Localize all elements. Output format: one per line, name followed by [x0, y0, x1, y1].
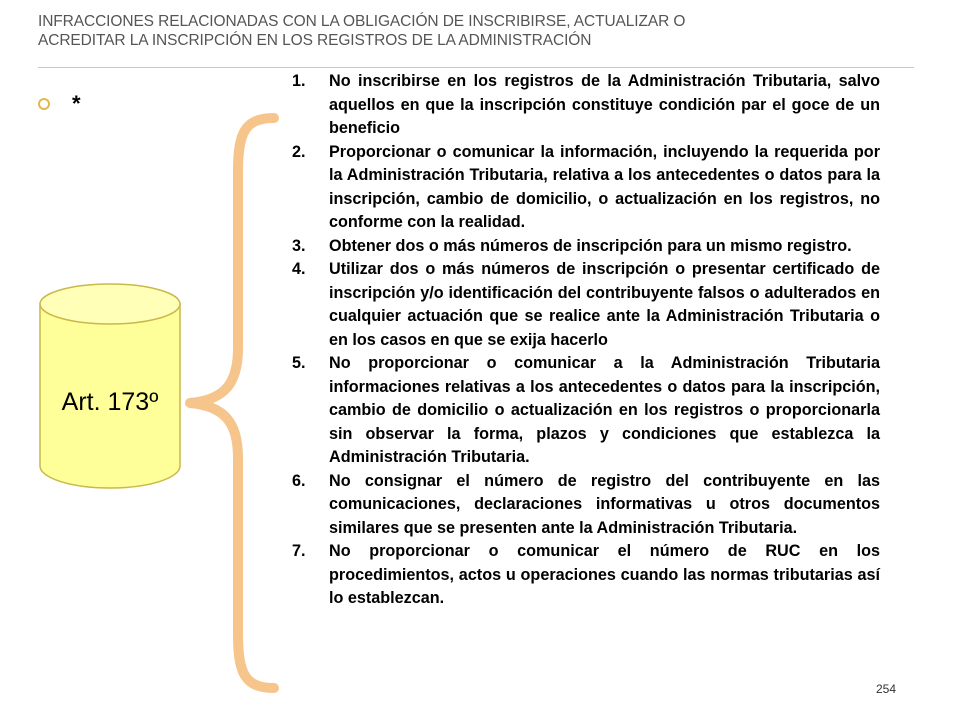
list-item-text: Obtener dos o más números de inscripción para un mismo registro.: [329, 236, 852, 255]
ring-bullet-icon: [38, 98, 50, 110]
article-cylinder: [37, 282, 183, 492]
list-item: [292, 258, 880, 352]
list-item-number: 2.: [292, 142, 306, 161]
list-item-number: 5.: [292, 354, 306, 372]
slide-title-line-1: INFRACCIONES RELACIONADAS CON LA OBLIGACIÓN DE INSCRIBIRSE, ACTUALIZAR O: [38, 13, 686, 30]
list-item: [292, 70, 880, 141]
list-item: [292, 540, 880, 611]
list-item-number: 4.: [292, 260, 306, 278]
title-divider: [38, 67, 914, 68]
page-number: 254: [876, 682, 897, 696]
list-item-number: 6.: [292, 471, 306, 490]
list-item-number: 3.: [292, 236, 306, 255]
list-item: [292, 470, 880, 541]
list-item: [292, 235, 880, 259]
list-item-number: 7.: [292, 542, 306, 560]
list-item-text: No consignar el número de registro del contribuyente en las comunicaciones, declaraciones informativas u otros documentos similares que se presenten ante la Administración Tributaria.: [329, 471, 880, 537]
bullet-text: *: [72, 91, 81, 116]
bullet-point: [38, 92, 81, 116]
list-item-text: No proporcionar o comunicar a la Administración Tributaria informaciones relativas a los antecedentes o datos para la inscripción, cambio de domicilio o actualización en los registros o proporcionarla sin observar la forma, plazos y condiciones que establezca la Administración Tributaria.: [329, 354, 880, 466]
cylinder-top: [40, 284, 180, 324]
list-item-text: Proporcionar o comunicar la información, incluyendo la requerida por la Administración Tributaria, relativa a los antecedentes o datos para la inscripción, cambio de domicilio, o actualización en los registros, no conforme con la realidad.: [329, 142, 880, 231]
list-item-text: No proporcionar o comunicar el número de RUC en los procedimientos, actos u operaciones cuando las normas tributarias así lo establezcan.: [329, 542, 880, 607]
curly-brace-path: [190, 118, 274, 688]
list-item-text: No inscribirse en los registros de la Administración Tributaria, salvo aquellos en que la inscripción constituye condición par el goce de un beneficio: [329, 72, 880, 137]
slide-title: [38, 12, 918, 50]
slide-title-line-2: ACREDITAR LA INSCRIPCIÓN EN LOS REGISTROS DE LA ADMINISTRACIÓN: [38, 32, 592, 49]
list-item-text: Utilizar dos o más números de inscripción o presentar certificado de inscripción y/o identificación del contribuyente falsos o adulterados en cualquier actuación que se realice ante la Administración Tributaria o en los casos en que se exija hacerlo: [329, 260, 880, 349]
list-item: [292, 141, 880, 235]
article-label: Art. 173º: [61, 388, 159, 416]
list-item-number: 1.: [292, 72, 306, 90]
list-item: [292, 352, 880, 470]
infractions-list: [292, 70, 880, 611]
curly-brace: [182, 112, 282, 694]
